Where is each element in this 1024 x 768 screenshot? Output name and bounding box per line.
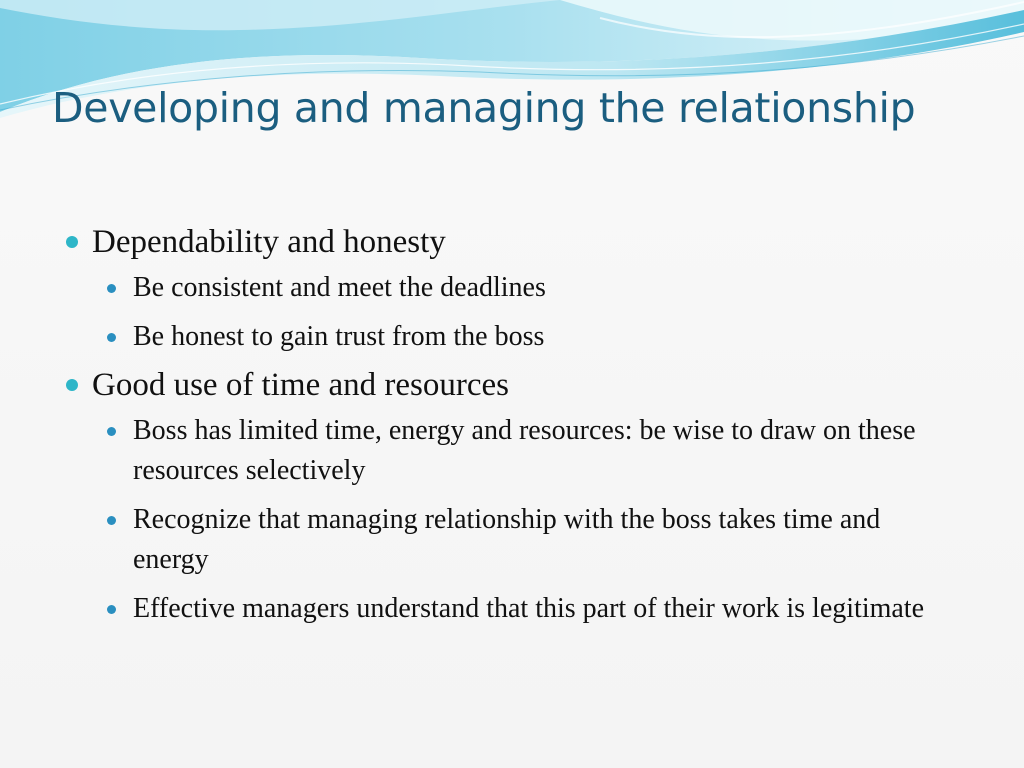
sub-bullet-text: Be consistent and meet the deadlines: [133, 272, 546, 303]
sub-bullet-dot-icon: [107, 605, 116, 614]
sub-bullet-text: Be honest to gain trust from the boss: [133, 321, 545, 352]
sub-bullet-item: [91, 411, 960, 491]
sub-bullet-item: [91, 500, 960, 580]
bullet-list: [60, 222, 960, 629]
bullet-dot-icon: [66, 379, 78, 391]
sub-bullet-dot-icon: [107, 516, 116, 525]
sub-bullet-item: [91, 317, 960, 357]
bullet-item: [60, 365, 960, 629]
bullet-text: Good use of time and resources: [92, 367, 509, 403]
sub-bullet-item: [91, 268, 960, 308]
sub-bullet-dot-icon: [107, 284, 116, 293]
sub-bullet-item: [91, 589, 960, 629]
sub-bullet-dot-icon: [107, 333, 116, 342]
sub-bullet-list: [92, 411, 960, 629]
sub-bullet-text: Effective managers understand that this part of their work is legitimate: [133, 593, 925, 624]
slide-title: Developing and managing the relationship: [52, 84, 916, 132]
bullet-item: [60, 222, 960, 357]
bullet-dot-icon: [66, 236, 78, 248]
bullet-text: Dependability and honesty: [92, 224, 446, 260]
sub-bullet-list: [92, 268, 960, 357]
sub-bullet-text: Recognize that managing relationship with the boss takes time and energy: [133, 504, 881, 575]
sub-bullet-text: Boss has limited time, energy and resources: be wise to draw on these resources selectively: [133, 415, 916, 486]
sub-bullet-dot-icon: [107, 427, 116, 436]
slide-content: [60, 222, 960, 629]
